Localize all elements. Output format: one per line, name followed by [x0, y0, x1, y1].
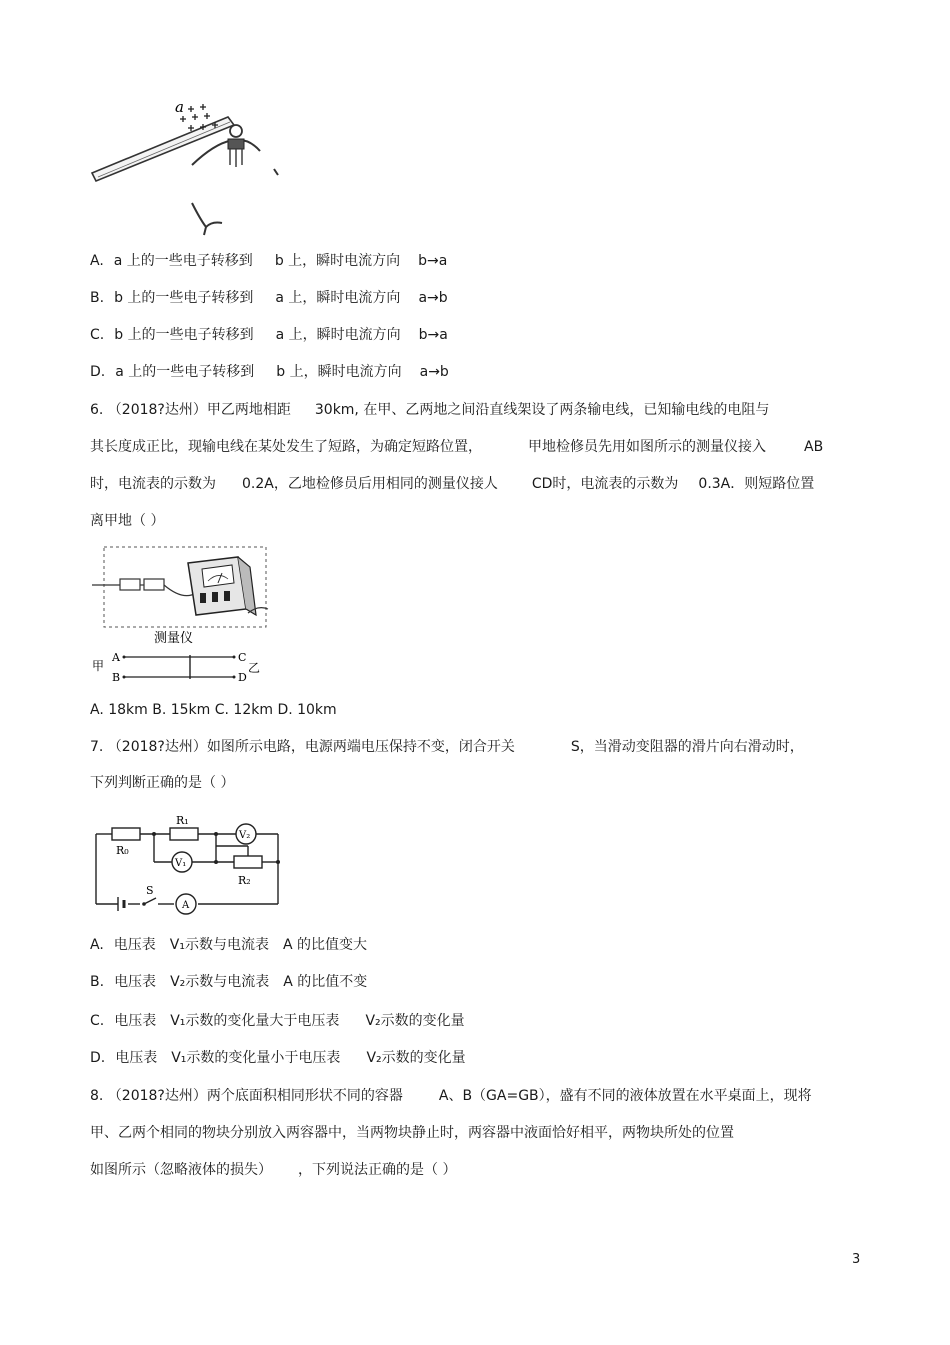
label-B: B	[112, 671, 121, 684]
q6-answers: A. 18km B. 15km C. 12km D. 10km	[90, 702, 337, 718]
label-yi: 乙	[248, 661, 261, 675]
label-V2: V₂	[239, 830, 251, 841]
label-switch: S	[146, 884, 154, 897]
q7-option-b: B. 电压表 V₂示数与电流表 A 的比值不变	[90, 974, 368, 990]
label-ammeter: A	[182, 900, 190, 911]
q7-option-a: A. 电压表 V₁示数与电流表 A 的比值变大	[90, 937, 368, 953]
label-V1: V₁	[175, 858, 187, 869]
q6-line-3: 时，电流表的示数为 0.2A，乙地检修员后用相同的测量仪接人 CD时，电流表的示数为 0.3A．则短路位置	[90, 476, 815, 492]
q5-option-c: C. b 上的一些电子转移到 a 上，瞬时电流方向 b→a	[90, 327, 448, 343]
electroscope-figure	[88, 95, 288, 240]
q5-option-a: A. a 上的一些电子转移到 b 上，瞬时电流方向 b→a	[90, 253, 448, 269]
q7-option-d: D. 电压表 V₁示数的变化量小于电压表 V₂示数的变化量	[90, 1050, 466, 1066]
label-A: A	[112, 651, 120, 664]
label-D: D	[238, 671, 247, 684]
circuit-figure	[88, 808, 288, 918]
q8-line-2: 甲、乙两个相同的物块分别放入两容器中，当两物块静止时，两容器中液面恰好相平，两物块所处的位置	[90, 1125, 734, 1141]
q7-option-c: C. 电压表 V₁示数的变化量大于电压表 V₂示数的变化量	[90, 1013, 465, 1029]
label-a: a	[175, 98, 184, 116]
label-R0: R₀	[116, 844, 129, 857]
q6-line-2: 其长度成正比，现输电线在某处发生了短路，为确定短路位置， 甲地检修员先用如图所示的测量仪接入 AB	[90, 439, 824, 455]
page-number: 3	[852, 1252, 861, 1267]
instrument-caption: 测量仪	[154, 631, 194, 646]
label-R1: R₁	[176, 814, 189, 827]
q6-line-4: 离甲地（ ）	[90, 513, 165, 529]
q8-line-1: 8. （2018?达州）两个底面积相同形状不同的容器 A、B（GA=GB），盛有不同的液体放置在水平桌面上，现将	[90, 1088, 812, 1104]
q7-line-1: 7. （2018?达州）如图所示电路，电源两端电压保持不变，闭合开关 S，当滑动变阻器的滑片向右滑动时，	[90, 739, 804, 755]
q5-option-d: D. a 上的一些电子转移到 b 上，瞬时电流方向 a→b	[90, 364, 449, 380]
q8-line-3: 如图所示（忽略液体的损失） ，下列说法正确的是（ ）	[90, 1162, 457, 1178]
label-R2: R₂	[238, 874, 251, 887]
q6-line-1: 6. （2018?达州）甲乙两地相距 30km, 在甲、乙两地之间沿直线架设了两条输电线，已知输电线的电阻与	[90, 402, 770, 418]
label-jia: 甲	[92, 659, 105, 673]
q7-line-2: 下列判断正确的是（ ）	[90, 775, 235, 791]
label-C: C	[238, 651, 247, 664]
measuring-instrument-figure	[88, 543, 278, 691]
q5-option-b: B. b 上的一些电子转移到 a 上，瞬时电流方向 a→b	[90, 290, 448, 306]
